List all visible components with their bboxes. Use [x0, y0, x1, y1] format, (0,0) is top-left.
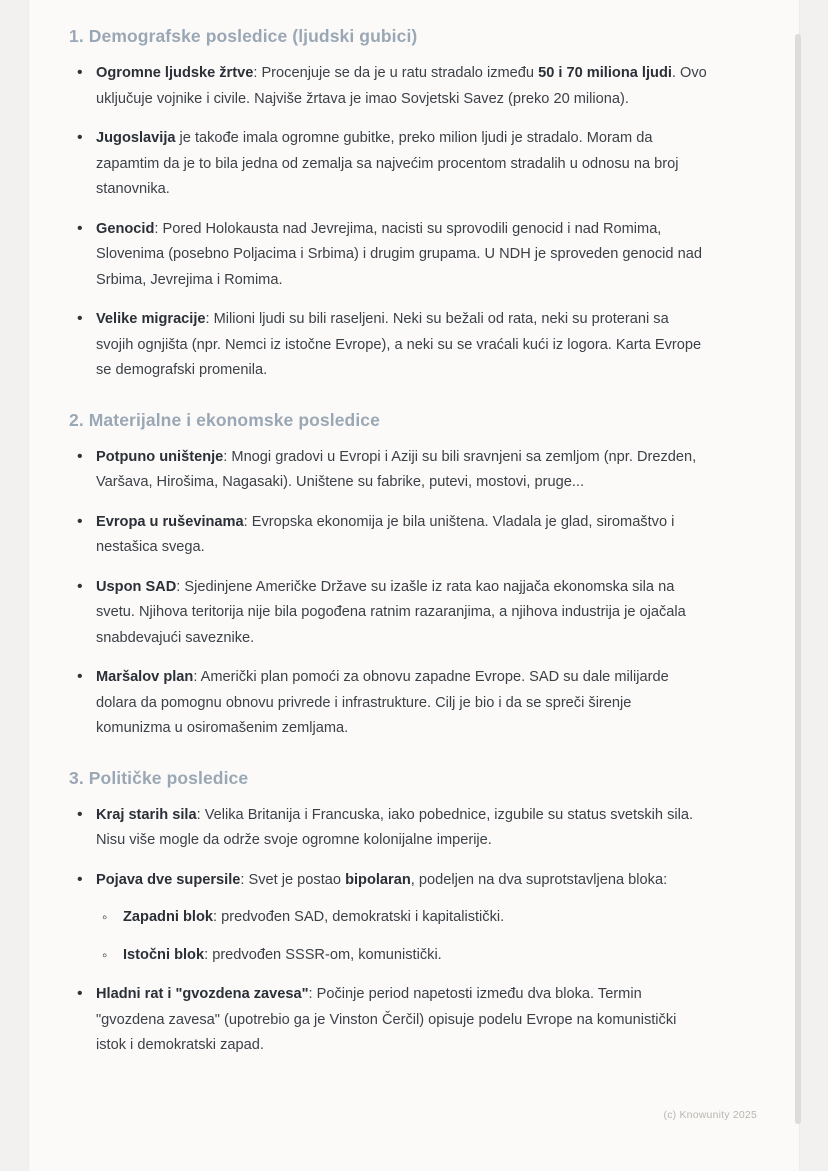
scrollbar-track[interactable]	[795, 34, 801, 1124]
list-item-lead: Kraj starih sila	[96, 806, 197, 823]
list-item-text: : Svet je postao	[240, 871, 346, 888]
sub-list-item	[96, 943, 709, 969]
list-item	[69, 307, 709, 384]
watermark: (c) Knowunity 2025	[663, 1109, 757, 1121]
list-item-lead: Pojava dve supersile	[96, 871, 241, 888]
list-item-lead: Maršalov plan	[96, 669, 194, 685]
bullet-list	[69, 61, 709, 384]
list-item-lead: Uspon SAD	[96, 578, 177, 595]
sub-bullet-list	[96, 905, 709, 968]
section-heading: 3. Političke posledice	[69, 767, 249, 788]
list-item-text: : Počinje period napetosti između dva bloka. Termin "gvozdena zavesa" (upotrebio ga je Vinston Čerčil) opisuje podelu Evrope na komunistički istok i demokratski zapad.	[96, 986, 677, 1053]
list-item	[69, 665, 709, 742]
sub-list-item	[96, 905, 709, 931]
list-item-emphasis: bipolaran	[345, 871, 411, 888]
scrollbar-thumb[interactable]	[795, 34, 801, 1124]
list-item	[69, 868, 709, 969]
list-item	[69, 803, 709, 854]
list-item-text: : Evropska ekonomija je bila uništena. Vladala je glad, siromaštvo i nestašica svega.	[96, 513, 675, 555]
list-item-text: je takođe imala ogromne gubitke, preko milion ljudi je stradalo. Moram da zapamtim da je to bila jedna od zemalja sa najvećim procentom stradalih u odnosu na broj stanovnika.	[96, 130, 679, 197]
section-politicke-posledice	[69, 768, 709, 1059]
document-sheet	[29, 0, 799, 1171]
section-demografske-posledice	[69, 26, 709, 384]
list-item-text: : Sjedinjene Američke Države su izašle iz rata kao najjača ekonomska sila na svetu. Njihova teritorija nije bila pogođena ratnim razaranjima, a njihova industrija je ojačala snabdevajući saveznike.	[96, 578, 686, 646]
bullet-list	[69, 803, 709, 1059]
list-item-lead: Velike migracije	[96, 311, 206, 327]
list-item-text: : Mnogi gradovi u Evropi i Aziji su bili sravnjeni sa zemljom (npr. Drezden, Varšava, Hirošima, Nagasaki). Uništene su fabrike, putevi, mostovi, pruge...	[96, 448, 697, 490]
section-materijalne-ekonomske-posledice	[69, 410, 709, 742]
list-item-text-cont: , podeljen na dva suprotstavljena bloka:	[410, 871, 668, 888]
list-item-text-cont: . Ovo uključuje vojnike i civile. Najviše žrtava je imao Sovjetski Savez (preko 20 miliona).	[96, 65, 707, 107]
sub-list-item-lead: Zapadni blok	[123, 909, 213, 925]
list-item-emphasis: 50 i 70 miliona ljudi	[538, 65, 672, 81]
sub-list-item-lead: Istočni blok	[123, 946, 205, 963]
list-item-lead: Jugoslavija	[96, 130, 176, 146]
list-item	[69, 982, 709, 1059]
sub-list-item-text: : predvođen SSSR-om, komunistički.	[204, 946, 442, 963]
list-item-lead: Potpuno uništenje	[96, 448, 224, 465]
list-item-text: : Procenjuje se da je u ratu stradalo između	[253, 65, 539, 81]
list-item	[69, 445, 709, 496]
list-item	[69, 61, 709, 112]
list-item	[69, 575, 709, 652]
list-item-text: : Američki plan pomoći za obnovu zapadne Evrope. SAD su dale milijarde dolara da pomognu obnovu privrede i infrastrukture. Cilj je bio i da se spreči širenje komunizma u osiromašenim zemljama.	[96, 669, 669, 736]
list-item	[69, 217, 709, 294]
list-item-text: : Milioni ljudi su bili raseljeni. Neki su bežali od rata, neki su proterani sa svojih ognjišta (npr. Nemci iz istočne Evrope), a neki su se vraćali kući iz logora. Karta Evrope se demografski promenila.	[96, 311, 702, 378]
section-heading: 1. Demografske posledice (ljudski gubici)	[69, 26, 418, 46]
list-item-text: : Velika Britanija i Francuska, iako pobednice, izgubile su status svetskih sila. Nisu više mogle da održe svoje ogromne kolonijalne imperije.	[96, 806, 694, 848]
list-item-lead: Genocid	[96, 220, 155, 237]
list-item	[69, 510, 709, 561]
list-item-text: : Pored Holokausta nad Jevrejima, nacisti su sprovodili genocid i nad Romima, Slovenima (posebno Poljacima i Srbima) i drugim grupama. U NDH je sproveden genocid nad Srbima, Jevrejima i Romima.	[96, 220, 702, 288]
sub-list-item-text: : predvođen SAD, demokratski i kapitalistički.	[213, 909, 505, 925]
document-content	[69, 0, 709, 1171]
bullet-list	[69, 445, 709, 742]
list-item	[69, 126, 709, 203]
list-item-lead: Evropa u ruševinama	[96, 513, 244, 530]
section-heading: 2. Materijalne i ekonomske posledice	[69, 409, 380, 430]
list-item-lead: Ogromne ljudske žrtve	[96, 65, 254, 81]
list-item-lead: Hladni rat i "gvozdena zavesa"	[96, 986, 309, 1002]
